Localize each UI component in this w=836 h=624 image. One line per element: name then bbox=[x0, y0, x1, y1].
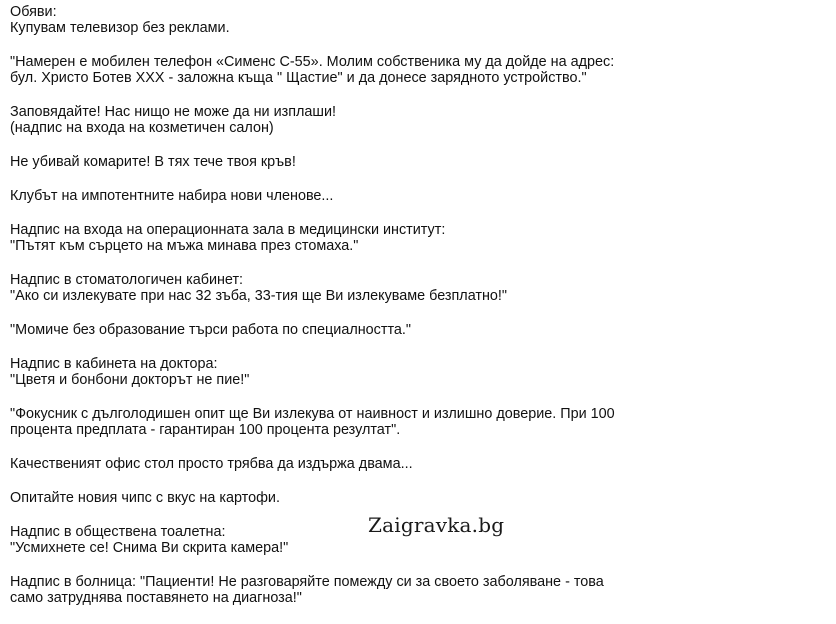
ad-line: "Ако си излекувате при нас 32 зъба, 33-тия ще Ви излекуваме безплатно!" bbox=[10, 288, 508, 304]
ad-line: бул. Христо Ботев ХХХ - заложна къща " Щастие" и да донесе зарядното устройство." bbox=[10, 70, 587, 86]
ad-line: Клубът на импотентните набира нови членове... bbox=[10, 188, 334, 204]
ad-line: "Цветя и бонбони докторът не пие!" bbox=[10, 372, 250, 388]
ad-line: Купувам телевизор без реклами. bbox=[10, 20, 230, 36]
ad-line: само затруднява поставянето на диагноза!" bbox=[10, 590, 302, 606]
ad-paragraph bbox=[10, 222, 830, 254]
ad-paragraph bbox=[10, 574, 830, 606]
heading: Обяви: bbox=[10, 4, 57, 20]
ad-paragraph bbox=[10, 54, 830, 86]
ad-line: Качественият офис стол просто трябва да издържа двама... bbox=[10, 456, 413, 472]
ad-line: Надпис в стоматологичен кабинет: bbox=[10, 272, 244, 288]
ad-line: Надпис на входа на операционната зала в медицински институт: bbox=[10, 222, 446, 238]
ad-line: Надпис в обществена тоалетна: bbox=[10, 524, 226, 540]
ad-paragraph bbox=[10, 490, 830, 506]
ad-line: Надпис в болница: "Пациенти! Не разговаряйте помежду си за своето заболяване - това bbox=[10, 574, 604, 590]
ad-paragraph bbox=[10, 104, 830, 136]
ad-line: (надпис на входа на козметичен салон) bbox=[10, 120, 274, 136]
ad-paragraph bbox=[10, 322, 830, 338]
ad-paragraph bbox=[10, 406, 830, 438]
ad-line: "Намерен е мобилен телефон «Сименс C-55». Молим собственика му да дойде на адрес: bbox=[10, 54, 615, 70]
ad-line: "Пътят към сърцето на мъжа минава през стомаха." bbox=[10, 238, 359, 254]
ad-paragraph bbox=[10, 456, 830, 472]
site-watermark: Zaigravka.bg bbox=[368, 513, 505, 537]
ad-line: "Момиче без образование търси работа по специалността." bbox=[10, 322, 411, 338]
ad-line: Надпис в кабинета на доктора: bbox=[10, 356, 218, 372]
ad-paragraph bbox=[10, 20, 830, 36]
ad-paragraph bbox=[10, 154, 830, 170]
ad-line: Заповядайте! Нас нищо не може да ни изплаши! bbox=[10, 104, 336, 120]
ad-line: Не убивай комарите! В тях тече твоя кръв! bbox=[10, 154, 296, 170]
ad-paragraph bbox=[10, 188, 830, 204]
ad-paragraph bbox=[10, 356, 830, 388]
ad-line: "Усмихнете се! Снима Ви скрита камера!" bbox=[10, 540, 289, 556]
ad-line: процента предплата - гарантиран 100 процента резултат". bbox=[10, 422, 401, 438]
ad-line: Опитайте новия чипс с вкус на картофи. bbox=[10, 490, 280, 506]
ad-paragraph bbox=[10, 272, 830, 304]
ad-line: "Фокусник с дълголодишен опит ще Ви излекува от наивност и излишно доверие. При 100 bbox=[10, 406, 615, 422]
